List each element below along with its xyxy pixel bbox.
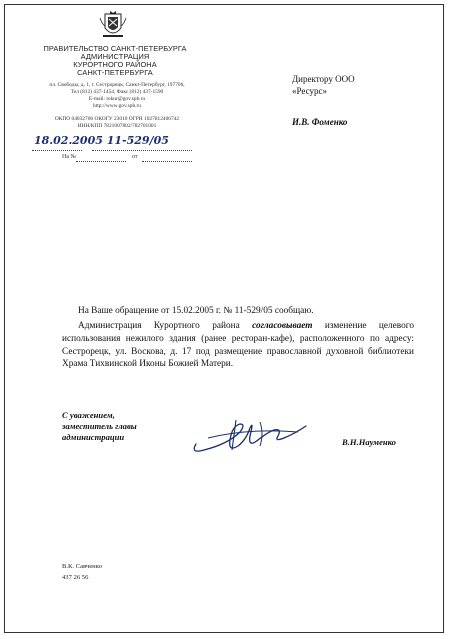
ref-number-label: На № bbox=[62, 154, 77, 160]
ref-from-label: от bbox=[132, 154, 138, 160]
number-underline bbox=[92, 150, 192, 151]
email-line: E-mail: tokur@gov.spb.ru bbox=[88, 96, 146, 102]
addressee-company: «Ресурс» bbox=[292, 86, 327, 96]
codes-line1: ОКПО 04032706 ОКОГУ 23010 ОГРН 1027812406742 bbox=[54, 116, 180, 122]
body-paragraph-1 bbox=[62, 305, 414, 318]
phone-fax-line: Тел (812) 437-1454, Факс (812) 437-1590 bbox=[70, 89, 164, 95]
executor-name: В.К. Савченко bbox=[62, 563, 102, 570]
ref-from-underline bbox=[142, 161, 192, 162]
body-paragraph-2 bbox=[62, 320, 414, 371]
org-name-line1: АДМИНИСТРАЦИЯ bbox=[80, 52, 150, 61]
government-line: ПРАВИТЕЛЬСТВО САНКТ-ПЕТЕРБУРГА bbox=[43, 44, 187, 53]
org-name-line2: КУРОРТНОГО РАЙОНА bbox=[73, 60, 157, 69]
body-p2-emphasis: согласовывает bbox=[252, 321, 313, 331]
ref-number-underline bbox=[76, 161, 126, 162]
outgoing-number-handwritten: 18.02.2005 11-529/05 bbox=[34, 134, 169, 147]
closing-regards: С уважением, bbox=[62, 410, 115, 420]
addressee-position: Директору ООО bbox=[292, 74, 355, 84]
signer-name: В.Н.Науменко bbox=[342, 437, 396, 447]
date-underline bbox=[32, 150, 82, 151]
website-line: http://www.gov.spb.ru bbox=[93, 103, 141, 109]
executor-phone: 437 26 56 bbox=[62, 574, 89, 581]
body-p1-text: На Ваше обращение от 15.02.2005 г. № 11-529/05 сообщаю. bbox=[78, 306, 314, 316]
closing-title1: заместитель главы bbox=[62, 421, 137, 431]
body-p2-end: изменение целевого использования нежилого здания (ранее ресторан-кафе), расположенного по адресу: Сестрорецк, ул. Воскова, д. 17 под размещение православной духовной библиотеки Храма Тихвинской Иконы Божией Матери. bbox=[62, 321, 414, 370]
coat-of-arms-emblem bbox=[97, 10, 129, 40]
handwritten-signature bbox=[188, 410, 328, 460]
body-p2-start: Администрация Курортного района bbox=[78, 321, 253, 331]
closing-block bbox=[62, 410, 182, 443]
addressee-name: И.В. Фоменко bbox=[292, 117, 348, 127]
codes-line2: ИНН/КПП 7821007802/782701001 bbox=[77, 123, 157, 129]
closing-title2: администрации bbox=[62, 432, 125, 442]
address-line: пл. Свободы, д. 1, г. Сестрорецк, Санкт-Петербург, 197706, bbox=[49, 82, 185, 88]
org-name-line3: САНКТ-ПЕТЕРБУРГА bbox=[77, 68, 153, 77]
